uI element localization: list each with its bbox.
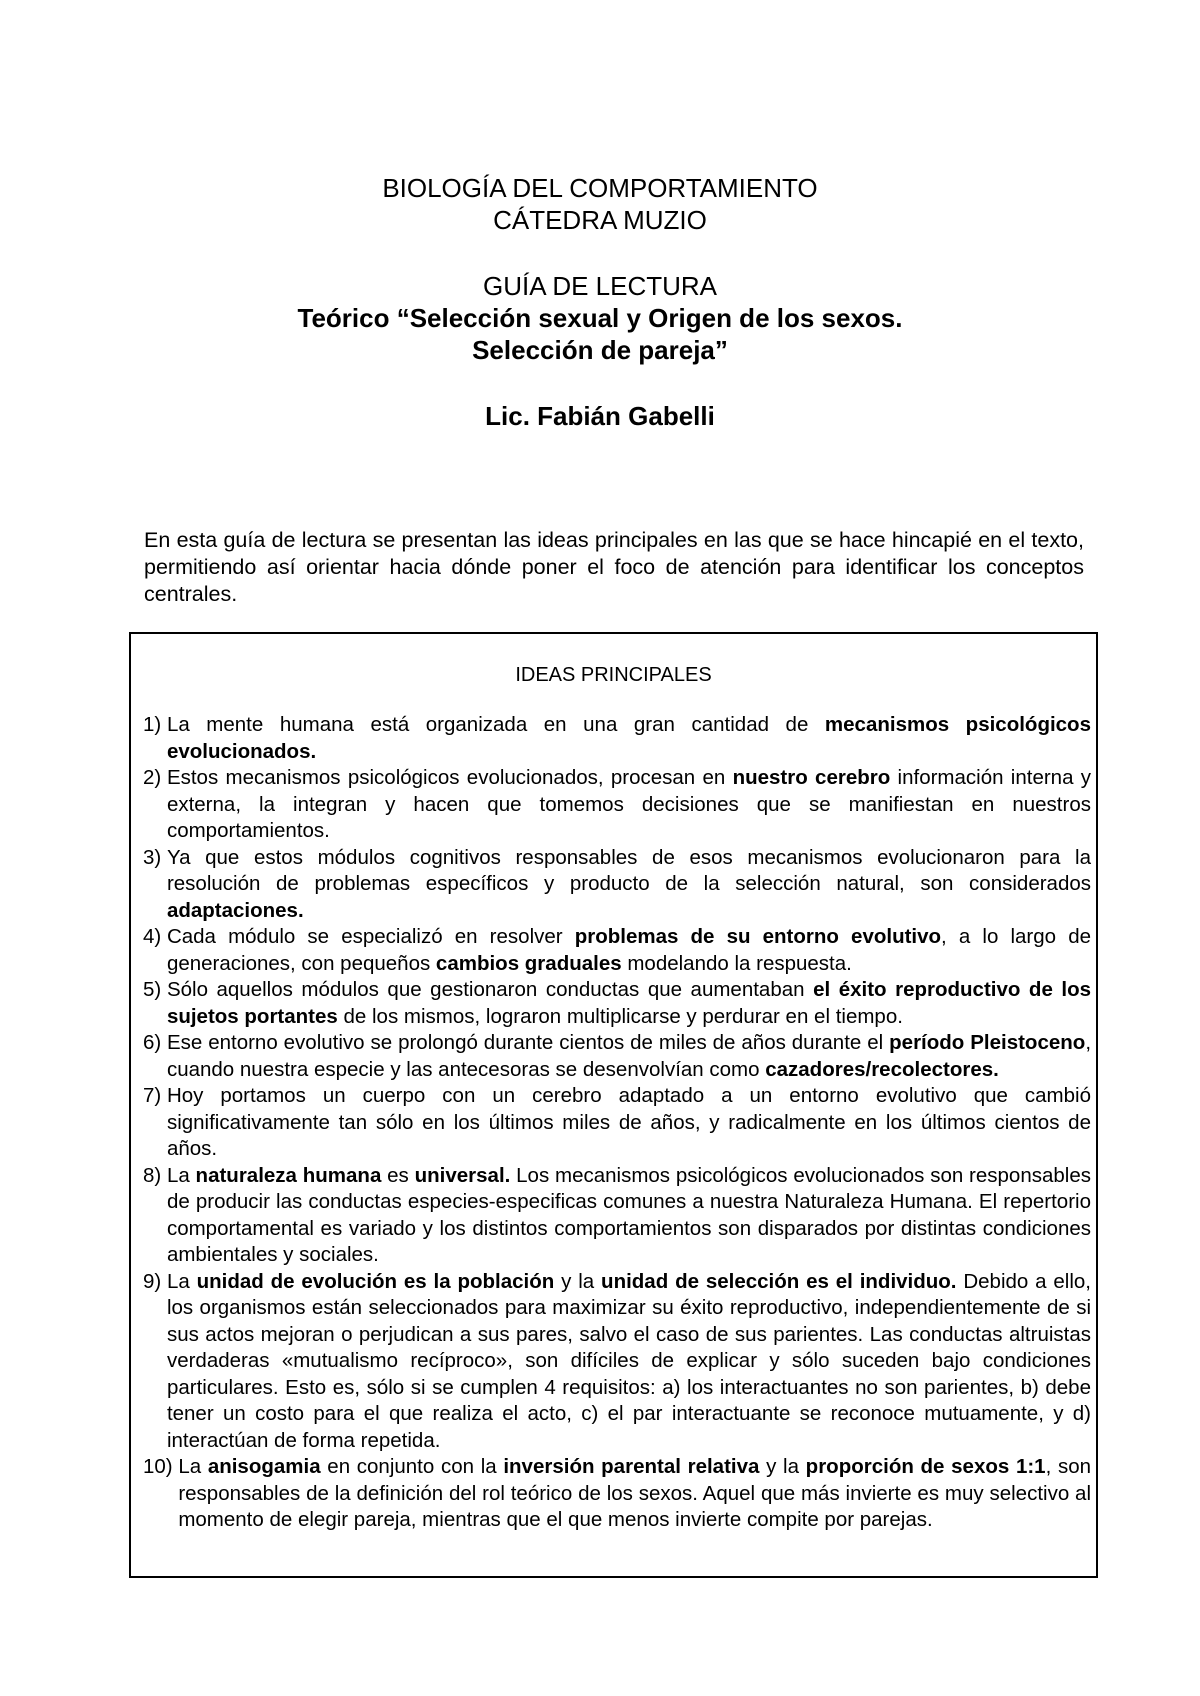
idea-text-run: en conjunto con la	[320, 1455, 504, 1478]
idea-text-bold: unidad de selección es el individuo.	[601, 1269, 957, 1293]
idea-item	[143, 977, 1091, 1030]
idea-text	[167, 845, 1091, 925]
idea-text	[167, 1083, 1091, 1163]
idea-text-bold: cazadores/recolectores.	[765, 1057, 999, 1081]
idea-number: 7)	[143, 1084, 167, 1107]
idea-number: 1)	[143, 713, 167, 736]
idea-number: 9)	[143, 1269, 167, 1293]
idea-text-bold: cambios graduales	[435, 951, 622, 975]
lecture-title: Teórico “Selección sexual y Origen de los sexos.	[297, 303, 903, 333]
idea-text-run: Estos mecanismos psicológicos evolucionados, procesan en	[166, 766, 733, 789]
lecture-subtitle: Selección de pareja”	[472, 335, 728, 365]
idea-text-run: La	[166, 1269, 197, 1293]
idea-number: 5)	[143, 978, 167, 1001]
idea-text-bold: universal.	[414, 1163, 511, 1187]
idea-text-bold: problemas de su entorno evolutivo	[574, 925, 942, 948]
intro-paragraph: En esta guía de lectura se presentan las ideas principales en las que se hace hincapié en el texto, permitiendo así orientar hacia dónde poner el foco de atención para identificar los conceptos centrales.	[144, 528, 1084, 606]
idea-text-bold: naturaleza humana	[195, 1163, 382, 1187]
idea-item	[143, 1083, 1091, 1163]
idea-text-bold: unidad de evolución es la población	[196, 1269, 555, 1293]
idea-text-run: Sólo aquellos módulos que gestionaron conductas que aumentaban	[166, 978, 814, 1001]
idea-text-run: , a lo largo de generaciones, con pequeños	[166, 925, 1091, 975]
idea-item	[143, 712, 1091, 765]
idea-text-run: Cada módulo se especializó en resolver	[166, 925, 575, 948]
idea-text-bold: mecanismos psicológicos evolucionados.	[166, 713, 1091, 763]
idea-text-bold: proporción de sexos 1:1	[805, 1455, 1046, 1478]
idea-text-run: Ese entorno evolutivo se prolongó durante cientos de miles de años durante el	[166, 1031, 890, 1054]
idea-text-bold: el éxito reproductivo de los sujetos portantes	[166, 978, 1091, 1028]
course-title: BIOLOGÍA DEL COMPORTAMIENTO	[382, 173, 818, 203]
idea-number: 8)	[143, 1163, 167, 1187]
idea-text-bold: período Pleistoceno	[889, 1031, 1086, 1054]
idea-item	[143, 1163, 1091, 1269]
idea-item	[143, 1030, 1091, 1083]
idea-text-run: información interna y externa, la integran y hacen que tomemos decisiones que se manifiestan en nuestros comportamientos.	[166, 766, 1092, 842]
idea-text-run: y la	[759, 1455, 806, 1478]
chair-title: CÁTEDRA MUZIO	[493, 205, 707, 235]
idea-text-run: La mente humana está organizada en una gran cantidad de	[166, 713, 825, 736]
idea-text-bold: anisogamia	[207, 1455, 321, 1478]
idea-text-bold: adaptaciones.	[166, 898, 304, 922]
ideas-heading: IDEAS PRINCIPALES	[515, 664, 712, 686]
idea-text	[167, 1163, 1091, 1269]
idea-number: 6)	[143, 1031, 167, 1054]
idea-text	[167, 977, 1091, 1030]
idea-text-run: modelando la respuesta.	[621, 951, 852, 975]
idea-text-run: Los mecanismos psicológicos evolucionados son responsables de producir las conductas especies-especificas comunes a nuestra Naturaleza Humana. El repertorio comportamental es variado y los distintos comportamientos son disparados por distintas condiciones ambientales y sociales.	[166, 1163, 1091, 1266]
idea-number: 2)	[143, 766, 167, 789]
guide-title: GUÍA DE LECTURA	[482, 271, 718, 301]
idea-number: 10)	[143, 1455, 179, 1478]
idea-text-run: , son responsables de la definición del rol teórico de los sexos. Aquel que más invierte es muy selectivo al momento de elegir pareja, mientras que el que menos invierte compite por parejas.	[178, 1455, 1092, 1531]
idea-item	[143, 1454, 1091, 1534]
idea-text-run: es	[381, 1163, 415, 1187]
idea-text-run: de los mismos, lograron multiplicarse y perdurar en el tiempo.	[337, 1004, 903, 1028]
idea-number: 3)	[143, 845, 167, 869]
idea-text-bold: nuestro cerebro	[732, 766, 891, 789]
idea-item	[143, 845, 1091, 925]
idea-text	[167, 1269, 1091, 1455]
idea-text-run: Debido a ello, los organismos están seleccionados para maximizar su éxito reproductivo, independientemente de si sus actos mejoran o perjudican a sus pares, salvo el caso de sus parientes. Las conductas altruistas verdaderas «mutualismo recíproco», son difíciles de explicar y sólo suceden bajo condiciones particulares. Esto es, sólo si se cumplen 4 requisitos: a) los interactuantes no son parientes, b) debe tener un costo para el que realiza el acto, c) el par interactuante se reconoce mutuamente, y d) interactúan de forma repetida.	[166, 1269, 1091, 1452]
idea-item	[143, 765, 1091, 845]
idea-text-run: La	[166, 1163, 196, 1187]
document-header	[0, 172, 1200, 432]
idea-text	[167, 712, 1091, 765]
idea-text-run: Hoy portamos un cuerpo con un cerebro adaptado a un entorno evolutivo que cambió significativamente tan sólo en los últimos miles de años, y radicalmente en los últimos cientos de años.	[166, 1084, 1091, 1160]
author-name: Lic. Fabián Gabelli	[485, 401, 715, 431]
idea-text-bold: inversión parental relativa	[503, 1455, 760, 1478]
idea-item	[143, 1269, 1091, 1455]
idea-item	[143, 924, 1091, 977]
idea-text	[167, 924, 1091, 977]
ideas-box	[129, 632, 1098, 1578]
idea-text-run: , cuando nuestra especie y las antecesoras se desenvolvían como	[166, 1031, 1092, 1081]
idea-text	[167, 765, 1091, 845]
idea-text-run: La	[178, 1455, 208, 1478]
idea-text	[167, 1030, 1091, 1083]
idea-text-run: Ya que estos módulos cognitivos responsables de esos mecanismos evolucionaron para la resolución de problemas específicos y producto de la selección natural, son considerados	[166, 845, 1091, 895]
idea-number: 4)	[143, 925, 167, 948]
idea-text	[178, 1454, 1091, 1534]
ideas-list	[143, 712, 1091, 1534]
idea-text-run: y la	[554, 1269, 602, 1293]
